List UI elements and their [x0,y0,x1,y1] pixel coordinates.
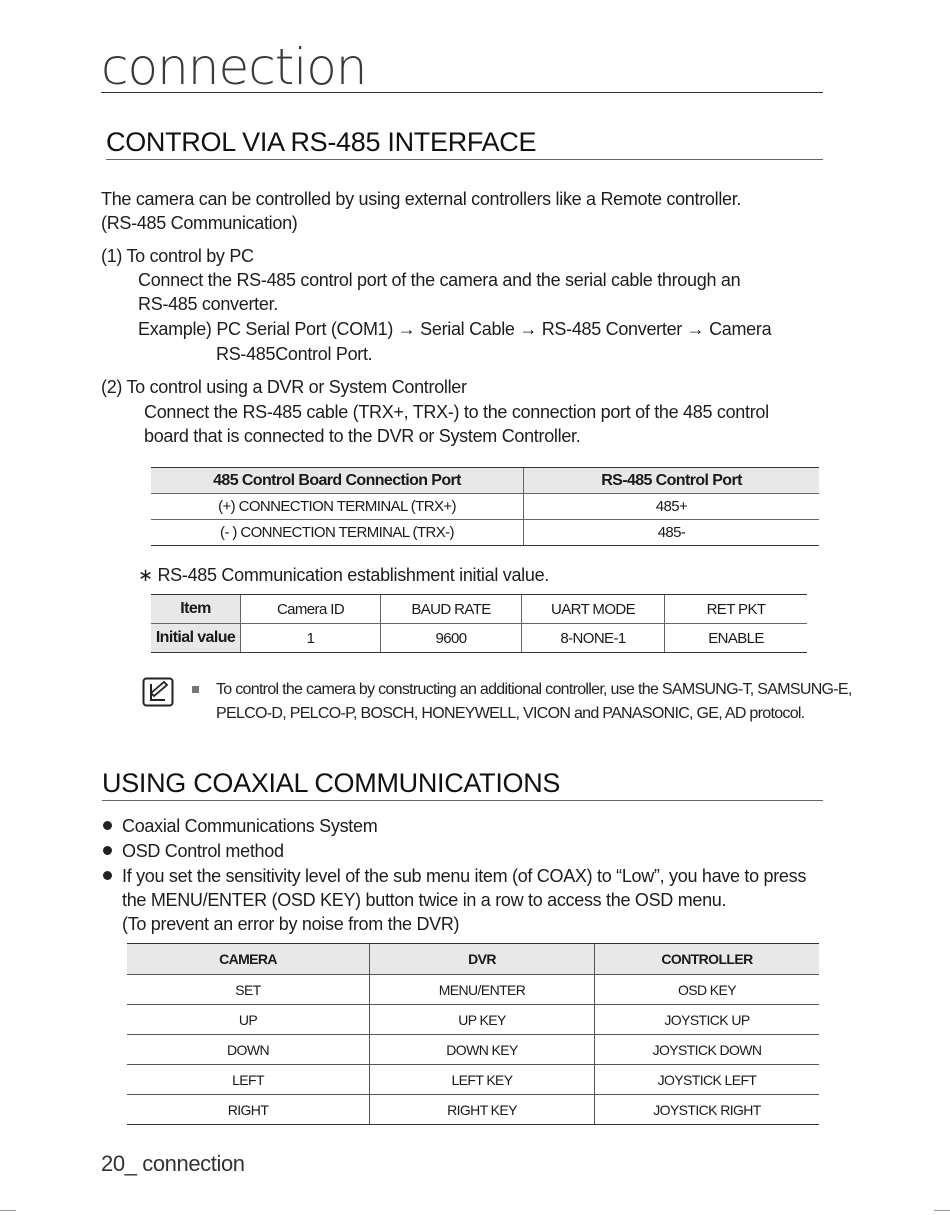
section-rule [102,800,823,801]
item2-line-2: board that is connected to the DVR or System Controller. [144,426,581,446]
table-row [151,494,819,520]
item1-line-4: RS-485Control Port. [216,344,373,364]
table-cell: JOYSTICK DOWN [595,1035,820,1065]
note-text [216,678,852,726]
table-cell: JOYSTICK LEFT [595,1065,820,1095]
crop-mark [0,1210,16,1211]
table-cell: 485+ [524,494,820,520]
section-rule [106,159,823,160]
crop-mark [934,1210,950,1211]
bullet-2: OSD Control method [122,841,284,861]
table-row [127,1065,819,1095]
table-cell: UART MODE [522,595,665,624]
bullet-dot [103,871,112,880]
table-cell: 1 [241,624,381,653]
table-row [127,1035,819,1065]
init-value-note: ∗ RS-485 Communication establishment initial value. [138,565,549,585]
table-cell: JOYSTICK RIGHT [595,1095,820,1125]
table-cell: Camera ID [241,595,381,624]
table-cell: 9600 [381,624,522,653]
table-label-cell: Item [151,595,241,624]
table-cell: RET PKT [665,595,808,624]
bullet-1: Coaxial Communications System [122,816,378,836]
note-pencil-icon [142,677,174,707]
table-cell: (- ) CONNECTION TERMINAL (TRX-) [151,520,524,546]
table-cell: 8-NONE-1 [522,624,665,653]
bullet-dot [103,821,112,830]
item1-title: (1) To control by PC [101,246,254,266]
table-cell: RIGHT KEY [370,1095,595,1125]
table-row [151,595,807,624]
table-cell: MENU/ENTER [370,975,595,1005]
table-cell: UP KEY [370,1005,595,1035]
table-header-cell: CAMERA [127,944,370,975]
item1-line-2: RS-485 converter. [138,294,278,314]
bullet-3-line-1: If you set the sensitivity level of the sub menu item (of COAX) to “Low”, you have to press [122,866,807,886]
table-cell: SET [127,975,370,1005]
table-row [151,520,819,546]
table-label-cell: Initial value [151,624,241,653]
intro-line-2: (RS-485 Communication) [101,213,298,233]
table-header-cell: CONTROLLER [595,944,820,975]
port-table [151,467,819,546]
table-row [127,1095,819,1125]
table-cell: 485- [524,520,820,546]
section-heading-rs485: CONTROL VIA RS-485 INTERFACE [106,127,537,157]
table-cell: BAUD RATE [381,595,522,624]
table-header-cell: DVR [370,944,595,975]
table-cell: (+) CONNECTION TERMINAL (TRX+) [151,494,524,520]
table-header-cell: 485 Control Board Connection Port [151,468,524,494]
item1-line-3: Example) PC Serial Port (COM1) → Serial Cable → RS-485 Converter → Camera [138,319,772,339]
chapter-title: connection [101,38,367,96]
bullet-dot [103,846,112,855]
chapter-rule [101,92,823,93]
coax-table [127,943,819,1125]
square-bullet-icon [192,686,199,693]
table-cell: DOWN [127,1035,370,1065]
intro-line-1: The camera can be controlled by using external controllers like a Remote controller. [101,189,742,209]
table-header-cell: RS-485 Control Port [524,468,820,494]
table-cell: LEFT [127,1065,370,1095]
bullet-3-line-3: (To prevent an error by noise from the DVR) [122,914,460,934]
note-line-2: PELCO-D, PELCO-P, BOSCH, HONEYWELL, VICON and PANASONIC, GE, AD protocol. [216,705,805,722]
item1-line-1: Connect the RS-485 control port of the camera and the serial cable through an [138,270,741,290]
table-header-row [127,944,819,975]
table-cell: LEFT KEY [370,1065,595,1095]
item2-line-1: Connect the RS-485 cable (TRX+, TRX-) to the connection port of the 485 control [144,402,769,422]
note-line-1: To control the camera by constructing an additional controller, use the SAMSUNG-T, SAMSUNG-E, [216,681,852,698]
section-heading-coaxial: USING COAXIAL COMMUNICATIONS [102,768,561,798]
bullet-3-line-2: the MENU/ENTER (OSD KEY) button twice in a row to access the OSD menu. [122,890,727,910]
table-cell: ENABLE [665,624,808,653]
table-row [127,975,819,1005]
table-row [127,1005,819,1035]
table-header-row [151,468,819,494]
table-cell: RIGHT [127,1095,370,1125]
item2-title: (2) To control using a DVR or System Controller [101,377,467,397]
table-cell: UP [127,1005,370,1035]
table-cell: OSD KEY [595,975,820,1005]
table-cell: DOWN KEY [370,1035,595,1065]
table-cell: JOYSTICK UP [595,1005,820,1035]
page-footer: 20_ connection [101,1151,245,1176]
table-row [151,624,807,653]
init-value-table [151,594,807,653]
